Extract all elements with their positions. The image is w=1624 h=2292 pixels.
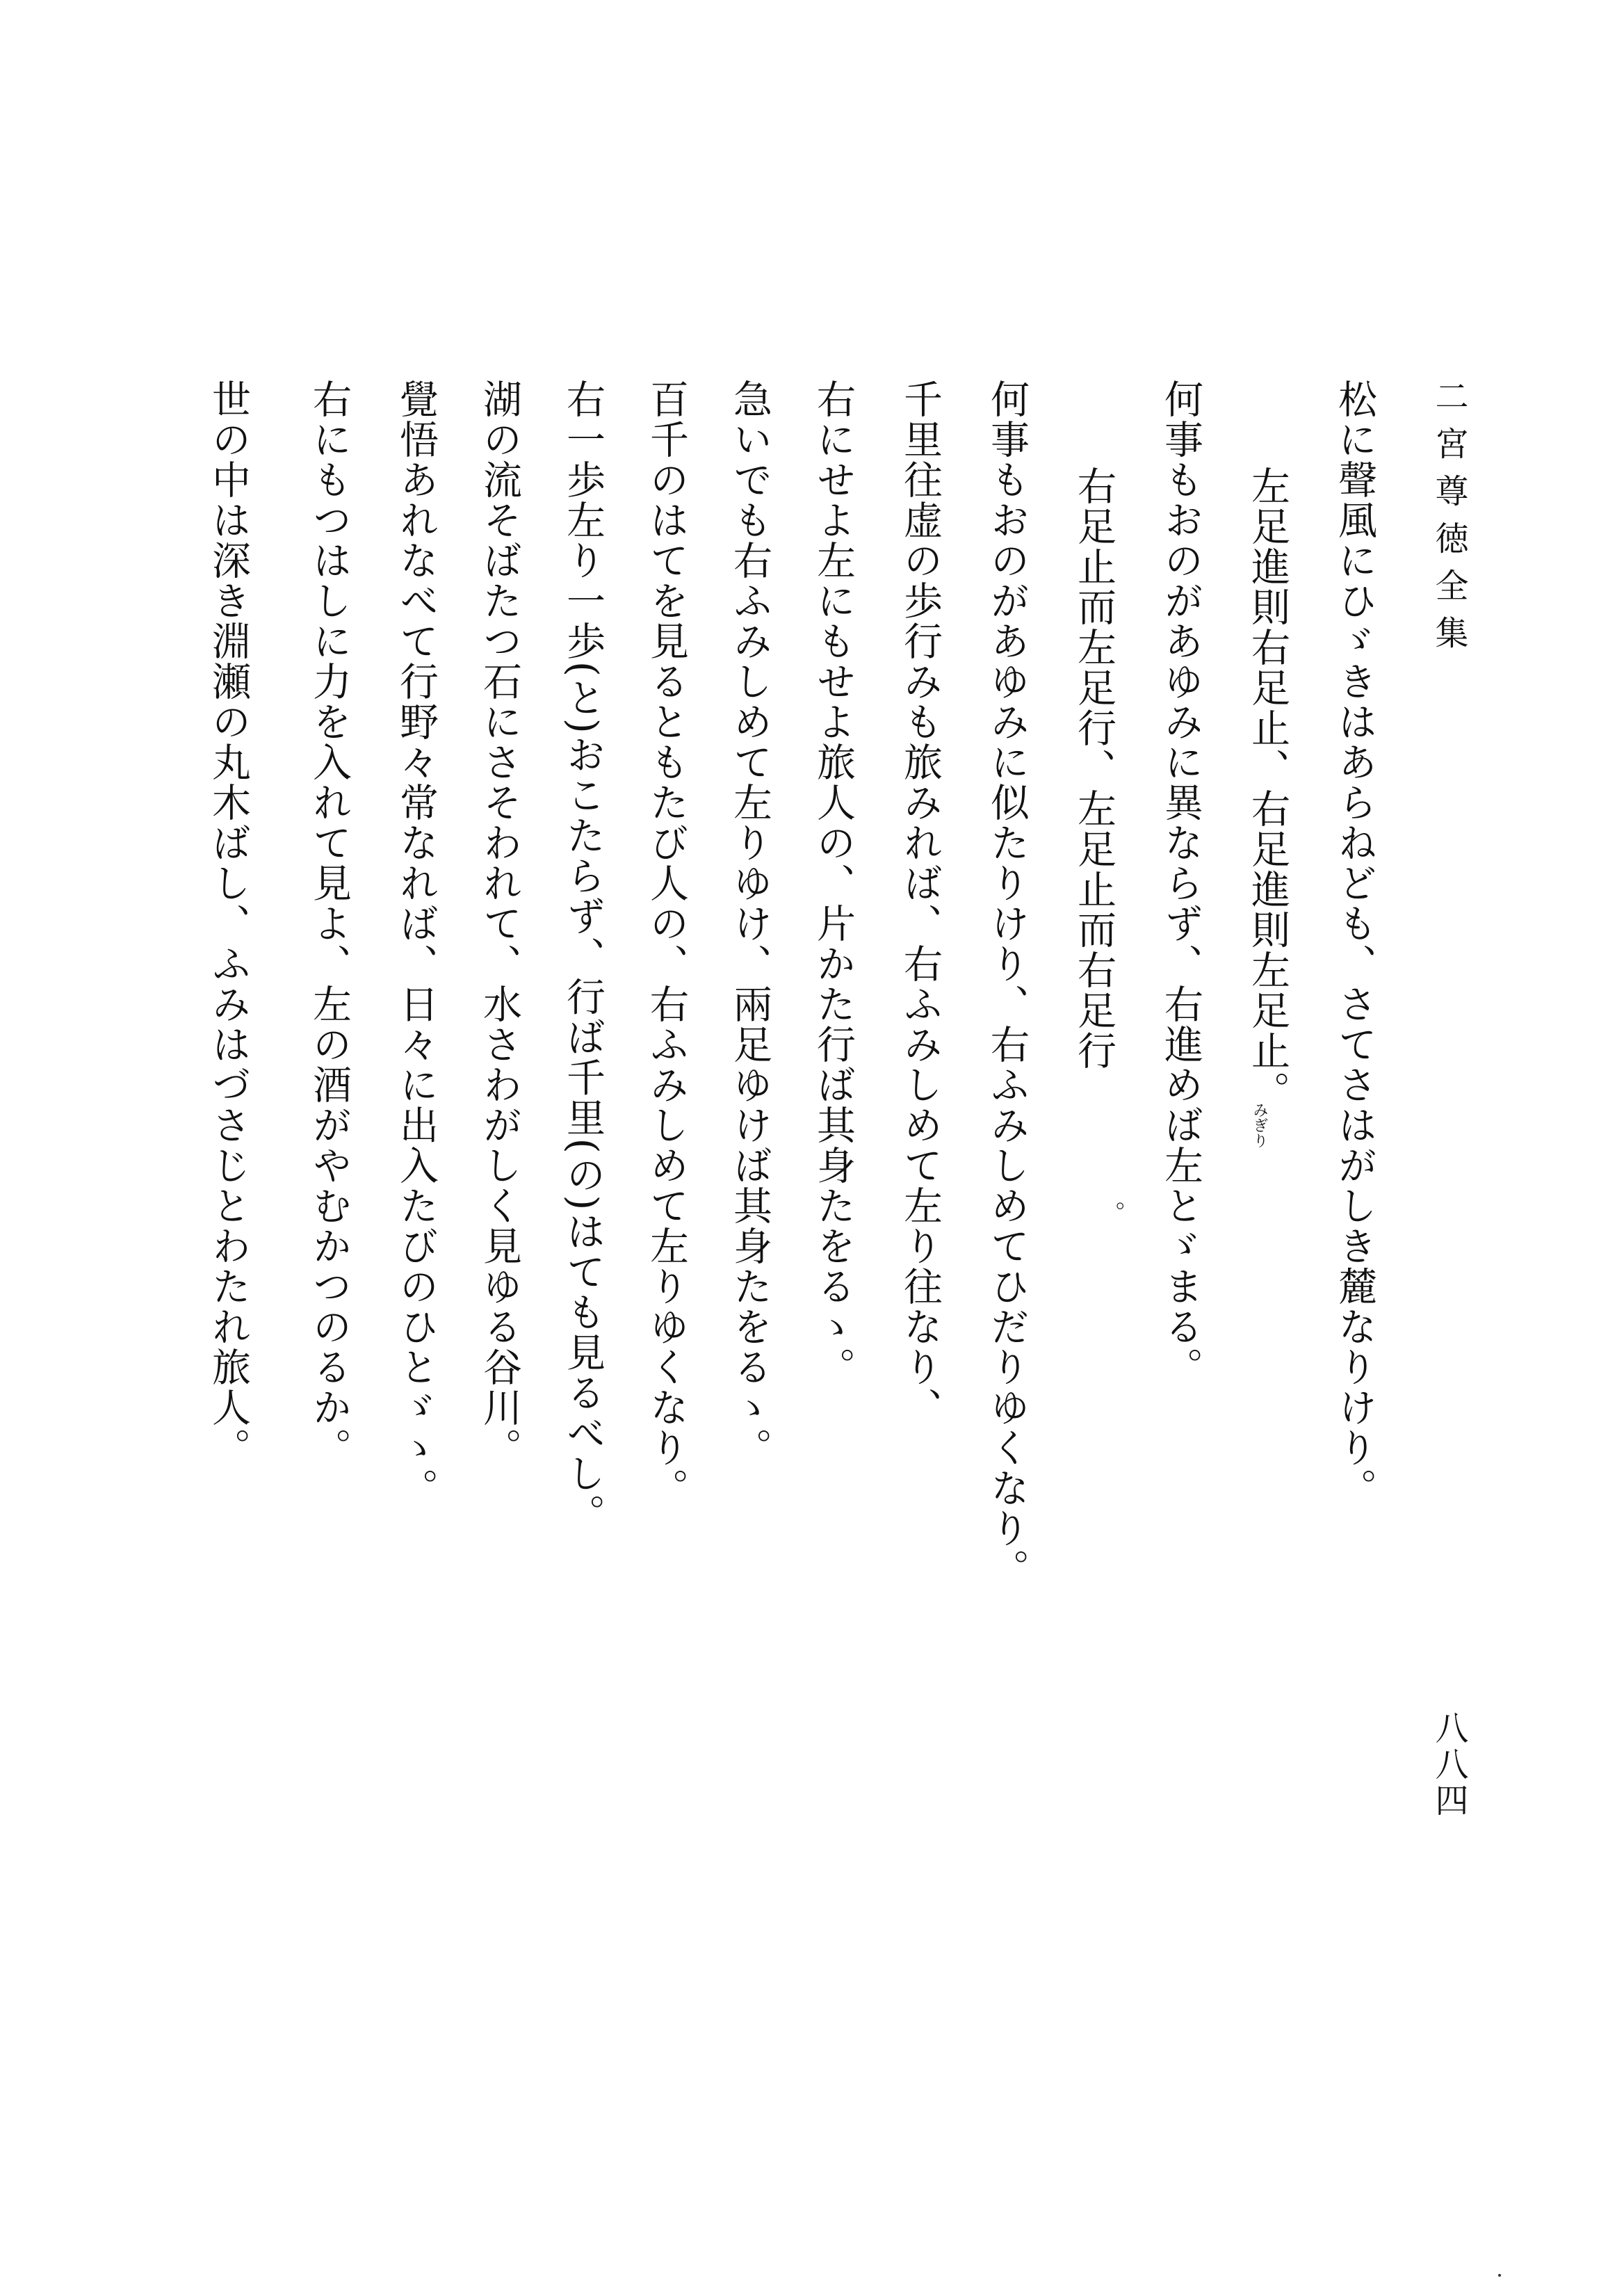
text-line-13: 右にもつはしに力を入れて見よ、左の酒がやむかつのるか。 — [307, 379, 352, 1468]
text-line-7: 右にせよ左にもせよ旅人の、片かた行ば其身たをるゝ。 — [811, 379, 856, 1387]
page-number: 八八四 — [1429, 1711, 1468, 1819]
text-line-2: 左足進則右足止、右足進則左足止。 — [1245, 466, 1290, 1111]
text-line-6: 千里往虚の歩行みも旅みれば、右ふみしめて左り往なり、 — [898, 379, 943, 1428]
text-line-8: 急いでも右ふみしめて左りゆけ、兩足ゆけば其身たをるゝ。 — [727, 379, 772, 1468]
text-line-11: 湖の流そばたつ石にさそわれて、水さわがしく見ゆる谷川。 — [477, 379, 522, 1468]
ruby-annotation: みぎり — [1251, 1102, 1268, 1148]
running-head: 二宮尊徳全集 — [1429, 379, 1468, 663]
text-line-9: 百千のはてを見るともたび人の、右ふみしめて左りゆくなり。 — [644, 379, 689, 1508]
text-line-4: 右足止而左足行、左足止而右足行 — [1071, 466, 1116, 1071]
isolated-mark: 。 — [1116, 1186, 1139, 1213]
text-line-5: 何事もおのがあゆみに似たりけり、右ふみしめてひだりゆくなり。 — [984, 379, 1030, 1589]
text-line-12: 覺悟あれなべて行野々常なれば、日々に出入たびのひとゞゝ。 — [393, 379, 439, 1508]
text-line-10: 右一歩左り一歩(と)おこたらず、行ば千里(の)はても見るべし。 — [560, 379, 606, 1535]
text-line-1: 松に聲風にひゞきはあらねども、さてさはがしき麓なりけり。 — [1332, 379, 1377, 1508]
scan-speck — [1498, 2274, 1501, 2277]
text-line-14: 世の中は深き淵瀬の丸木ばし、ふみはづさじとわたれ旅人。 — [206, 379, 251, 1468]
text-line-3: 何事もおのがあゆみに異ならず、右進めば左とゞまる。 — [1158, 379, 1203, 1387]
